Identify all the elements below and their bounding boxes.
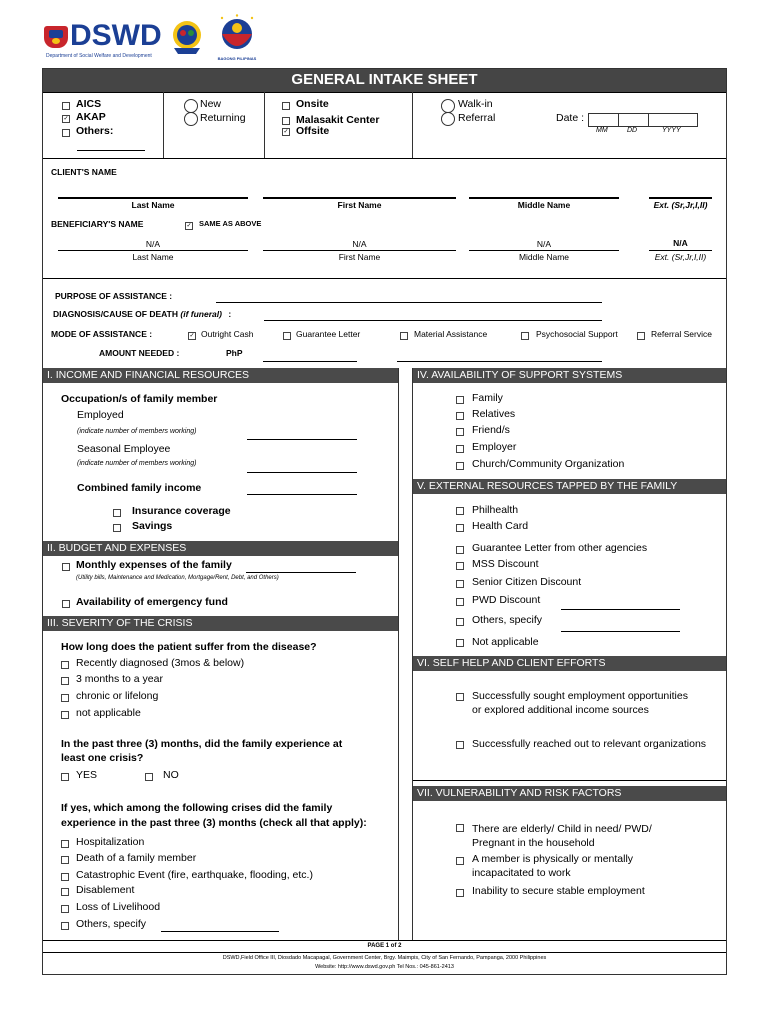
philhealth-checkbox[interactable] [456, 507, 464, 515]
date-label: Date : [556, 112, 585, 124]
chronic-checkbox[interactable] [61, 694, 69, 702]
employer-checkbox[interactable] [456, 445, 464, 453]
dept-name: Department of Social Welfare and Development [46, 53, 152, 59]
three-months-year-label: 3 months to a year [76, 673, 163, 685]
crisis-others-field[interactable] [161, 931, 279, 932]
friends-label: Friend/s [472, 424, 510, 436]
external-others-checkbox[interactable] [456, 618, 464, 626]
diagnosis-label: DIAGNOSIS/CAUSE OF DEATH (if funeral) : [53, 309, 232, 319]
beneficiary-ext-label: Ext. (Sr,Jr,I,II) [654, 252, 707, 262]
purpose-field[interactable] [216, 302, 602, 303]
stable-employment-label: Inability to secure stable employment [472, 885, 645, 897]
health-card-label: Health Card [472, 520, 529, 532]
date-yyyy-field[interactable] [648, 113, 698, 127]
health-card-checkbox[interactable] [456, 524, 464, 532]
mode-label: MODE OF ASSISTANCE : [51, 329, 153, 339]
external-others-field[interactable] [561, 631, 680, 632]
same-as-above-checkbox[interactable]: ✓ [186, 223, 192, 229]
employed-label: Employed [77, 409, 124, 421]
external-others-label: Others, specify [472, 614, 543, 626]
reached-organizations-label: Successfully reached out to relevant organizations [472, 738, 707, 750]
crisis-question-line2: least one crisis? [61, 752, 144, 764]
guarantee-letter-label: Guarantee Letter [296, 329, 361, 339]
section-severity-header: III. SEVERITY OF THE CRISIS [43, 616, 398, 631]
client-middle-name-field[interactable] [469, 197, 619, 199]
crisis-others-label: Others, specify [76, 918, 147, 930]
client-first-name-label: First Name [337, 200, 382, 210]
date-mm-hint: MM [596, 127, 608, 134]
monthly-expenses-label: Monthly expenses of the family [76, 559, 232, 571]
amount-words-field[interactable] [397, 361, 602, 362]
others-label: Others: [76, 125, 114, 137]
emergency-fund-label: Availability of emergency fund [76, 596, 228, 608]
guarantee-other-agencies-checkbox[interactable] [456, 546, 464, 554]
reached-organizations-checkbox[interactable] [456, 741, 464, 749]
seasonal-label: Seasonal Employee [77, 443, 171, 455]
disease-duration-question: How long does the patient suffer from the disease? [61, 641, 317, 653]
elderly-pwd-line1: There are elderly/ Child in need/ PWD/ [472, 823, 652, 835]
seasonal-field[interactable] [247, 472, 357, 473]
pwd-discount-field[interactable] [561, 609, 680, 610]
currency-label: PhP [226, 348, 243, 358]
walk-in-radio[interactable] [441, 99, 455, 113]
three-months-year-checkbox[interactable] [61, 677, 69, 685]
savings-checkbox[interactable] [113, 524, 121, 532]
relatives-checkbox[interactable] [456, 412, 464, 420]
client-name-heading: CLIENT'S NAME [51, 167, 117, 177]
form-title: GENERAL INTAKE SHEET [43, 69, 726, 92]
beneficiary-middle-name-label: Middle Name [518, 252, 570, 262]
sought-employment-line1: Successfully sought employment opportunities [472, 690, 688, 702]
outright-cash-checkbox[interactable]: ✓ [189, 333, 195, 339]
footer-contact: Website: http://www.dswd.gov.ph Tel Nos.: 045-861-2413 [315, 964, 454, 970]
section-support-header: IV. AVAILABILITY OF SUPPORT SYSTEMS [413, 368, 726, 383]
pwd-discount-label: PWD Discount [472, 594, 541, 606]
external-not-applicable-checkbox[interactable] [456, 639, 464, 647]
sought-employment-checkbox[interactable] [456, 693, 464, 701]
disablement-label: Disablement [76, 884, 135, 896]
seasonal-note: (indicate number of members working) [77, 460, 197, 467]
not-applicable-duration-label: not applicable [76, 707, 141, 719]
beneficiary-last-name-field[interactable] [58, 250, 248, 251]
senior-discount-checkbox[interactable] [456, 580, 464, 588]
akap-checkbox[interactable]: ✓ [63, 116, 69, 122]
diagnosis-field[interactable] [264, 320, 602, 321]
beneficiary-first-name-label: First Name [338, 252, 381, 262]
catastrophic-event-checkbox[interactable] [61, 873, 69, 881]
section-vulnerability-header: VII. VULNERABILITY AND RISK FACTORS [413, 786, 726, 801]
emergency-fund-checkbox[interactable] [62, 600, 70, 608]
bagong-pilipinas-text: BAGONG PILIPINAS [217, 56, 257, 61]
catastrophic-event-label: Catastrophic Event (fire, earthquake, flooding, etc.) [76, 869, 313, 881]
hospitalization-label: Hospitalization [76, 836, 145, 848]
guarantee-letter-checkbox[interactable] [283, 332, 291, 340]
psychosocial-support-checkbox[interactable] [521, 332, 529, 340]
bagong-pilipinas-logo [212, 14, 262, 64]
section-budget-header: II. BUDGET AND EXPENSES [43, 541, 398, 556]
malasakit-label: Malasakit Center [296, 114, 380, 126]
crisis-no-checkbox[interactable] [145, 773, 153, 781]
seal-logo-icon [168, 18, 206, 56]
crisis-others-checkbox[interactable] [61, 922, 69, 930]
client-first-name-field[interactable] [263, 197, 456, 199]
date-mm-field[interactable] [588, 113, 620, 127]
dswd-logo [44, 20, 164, 60]
church-community-label: Church/Community Organization [472, 458, 625, 470]
beneficiary-ext-field[interactable] [649, 250, 712, 251]
referral-service-checkbox[interactable] [637, 332, 645, 340]
monthly-expenses-field[interactable] [246, 572, 356, 573]
combined-income-label: Combined family income [77, 482, 202, 494]
hospitalization-checkbox[interactable] [61, 840, 69, 848]
relatives-label: Relatives [472, 408, 516, 420]
referral-label: Referral [458, 112, 496, 124]
family-support-checkbox[interactable] [456, 396, 464, 404]
insurance-label: Insurance coverage [132, 505, 231, 517]
loss-livelihood-checkbox[interactable] [61, 905, 69, 913]
outright-cash-label: Outright Cash [201, 329, 254, 339]
beneficiary-first-value: N/A [352, 239, 367, 249]
offsite-checkbox[interactable]: ✓ [283, 129, 289, 135]
family-support-label: Family [472, 392, 503, 404]
insurance-checkbox[interactable] [113, 509, 121, 517]
stable-employment-checkbox[interactable] [456, 889, 464, 897]
section-external-header: V. EXTERNAL RESOURCES TAPPED BY THE FAMILY [413, 479, 726, 494]
offsite-label: Offsite [296, 125, 330, 137]
savings-label: Savings [132, 520, 173, 532]
senior-discount-label: Senior Citizen Discount [472, 576, 582, 588]
page-number: PAGE 1 of 2 [367, 943, 402, 949]
referral-service-label: Referral Service [651, 329, 712, 339]
philhealth-label: Philhealth [472, 504, 519, 516]
occupation-label: Occupation/s of family member [61, 393, 218, 405]
employer-label: Employer [472, 441, 517, 453]
death-family-label: Death of a family member [76, 852, 197, 864]
dswd-emblem-icon [44, 26, 68, 48]
not-applicable-duration-checkbox[interactable] [61, 711, 69, 719]
external-not-applicable-label: Not applicable [472, 636, 539, 648]
friends-checkbox[interactable] [456, 428, 464, 436]
client-middle-name-label: Middle Name [517, 200, 571, 210]
sought-employment-line2: or explored additional income sources [472, 704, 649, 716]
employed-field[interactable] [247, 439, 357, 440]
date-dd-hint: DD [627, 127, 638, 134]
referral-radio[interactable] [441, 112, 455, 126]
pwd-discount-checkbox[interactable] [456, 598, 464, 606]
onsite-label: Onsite [296, 98, 329, 110]
client-ext-label: Ext. (Sr,Jr,I,II) [653, 200, 708, 210]
material-assistance-checkbox[interactable] [400, 332, 408, 340]
bagong-pilipinas-emblem-icon [212, 14, 262, 56]
recently-diagnosed-checkbox[interactable] [61, 661, 69, 669]
walk-in-label: Walk-in [458, 98, 493, 110]
section-income-header: I. INCOME AND FINANCIAL RESOURCES [43, 368, 398, 383]
crisis-no-label: NO [163, 769, 179, 781]
amount-label: AMOUNT NEEDED : [99, 348, 180, 358]
death-family-checkbox[interactable] [61, 856, 69, 864]
aics-checkbox[interactable] [62, 102, 70, 110]
monthly-expenses-checkbox[interactable] [62, 563, 70, 571]
purpose-label: PURPOSE OF ASSISTANCE : [55, 291, 173, 301]
beneficiary-ext-value: N/A [673, 238, 688, 248]
crisis-yes-checkbox[interactable] [61, 773, 69, 781]
psychosocial-support-label: Psychosocial Support [536, 329, 618, 339]
elderly-pwd-checkbox[interactable] [456, 824, 464, 832]
others-checkbox[interactable] [62, 129, 70, 137]
new-radio[interactable] [184, 99, 198, 113]
material-assistance-label: Material Assistance [414, 329, 488, 339]
others-specify-line[interactable] [77, 150, 145, 151]
church-community-checkbox[interactable] [456, 462, 464, 470]
footer-address: DSWD,Field Office III, Diosdado Macapagal, Government Center, Brgy. Maimpis, City of San Fernando, Pampanga, 2000 Philippines [222, 955, 547, 961]
client-ext-field[interactable] [649, 197, 712, 199]
disablement-checkbox[interactable] [61, 888, 69, 896]
aics-label: AICS [76, 98, 102, 110]
crisis-type-question-line1: If yes, which among the following crises did the family [61, 802, 333, 814]
akap-label: AKAP [76, 111, 106, 123]
chronic-label: chronic or lifelong [76, 690, 159, 702]
beneficiary-heading: BENEFICIARY'S NAME [51, 219, 144, 229]
combined-income-field[interactable] [247, 494, 357, 495]
crisis-question-line1: In the past three (3) months, did the family experience at [61, 738, 343, 750]
guarantee-other-agencies-label: Guarantee Letter from other agencies [472, 542, 648, 554]
malasakit-checkbox[interactable] [282, 117, 290, 125]
section-self-help-header: VI. SELF HELP AND CLIENT EFFORTS [413, 656, 726, 671]
returning-label: Returning [200, 112, 246, 124]
crisis-type-question-line2: experience in the past three (3) months (check all that apply): [61, 817, 367, 829]
client-last-name-label: Last Name [131, 200, 175, 210]
date-dd-field[interactable] [618, 113, 650, 127]
incapacitated-line1: A member is physically or mentally [472, 853, 634, 865]
beneficiary-last-name-label: Last Name [132, 252, 174, 262]
beneficiary-middle-value: N/A [536, 239, 552, 249]
onsite-checkbox[interactable] [282, 102, 290, 110]
client-last-name-field[interactable] [58, 197, 248, 199]
amount-field[interactable] [263, 361, 357, 362]
beneficiary-middle-name-field[interactable] [469, 250, 619, 251]
mss-discount-checkbox[interactable] [456, 562, 464, 570]
date-yyyy-hint: YYYY [662, 127, 681, 134]
beneficiary-last-value: N/A [145, 239, 161, 249]
returning-radio[interactable] [184, 112, 198, 126]
dswd-logo-text: DSWD [70, 19, 162, 52]
incapacitated-line2: incapacitated to work [472, 867, 571, 879]
beneficiary-first-name-field[interactable] [263, 250, 456, 251]
incapacitated-checkbox[interactable] [456, 857, 464, 865]
elderly-pwd-line2: Pregnant in the household [472, 837, 595, 849]
loss-livelihood-label: Loss of Livelihood [76, 901, 161, 913]
new-label: New [200, 98, 222, 110]
employed-note: (indicate number of members working) [77, 428, 197, 435]
crisis-yes-label: YES [76, 769, 98, 781]
mss-discount-label: MSS Discount [472, 558, 539, 570]
same-as-above-label: SAME AS ABOVE [199, 219, 262, 228]
recently-diagnosed-label: Recently diagnosed (3mos & below) [76, 657, 245, 669]
monthly-expenses-note: (Utility bills, Maintenance and Medication, Mortgage/Rent, Debt, and Others) [76, 575, 279, 581]
